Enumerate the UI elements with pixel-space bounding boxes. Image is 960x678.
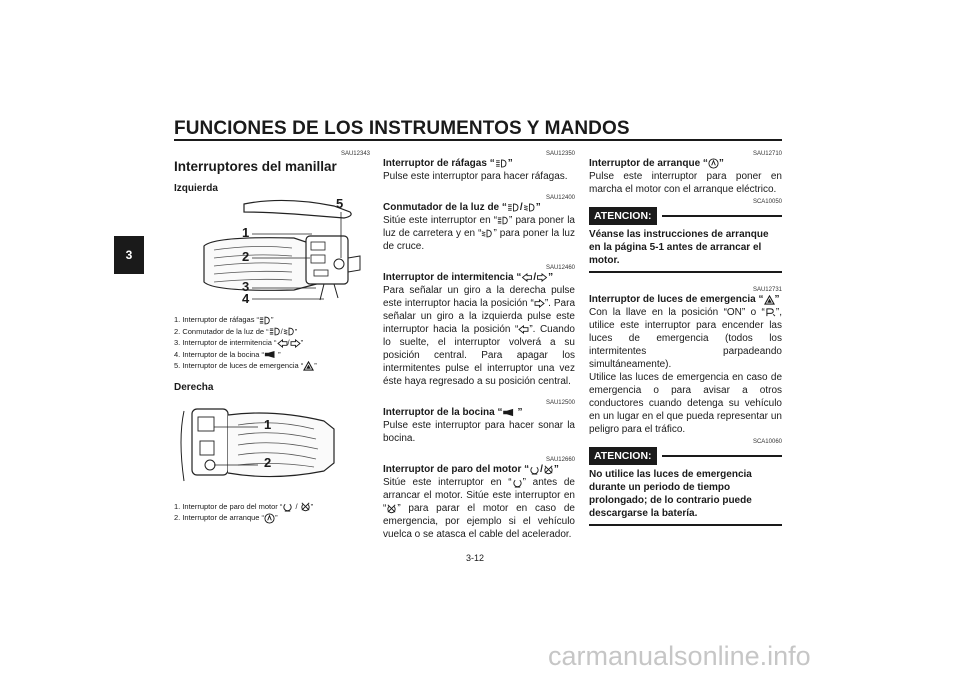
- section-code: SAU12343: [340, 151, 370, 157]
- caption-item: 1. Interruptor de paro del motor “ / ”: [174, 501, 314, 511]
- engine-run-icon: [529, 464, 540, 475]
- caution-text: No utilice las luces de emergencia durante un periodo de tiempo prolongado; de lo contrario puede descargarse la batería.: [589, 468, 782, 526]
- right-handlebar-illustration: [174, 399, 370, 497]
- start-icon: [708, 158, 719, 169]
- warning-code: SCA10060: [752, 439, 782, 446]
- turn-switch-text: Para señalar un giro a la derecha pulse este interruptor hacia la posición “ ”. Para señalar un giro a la izquierda pulse este interruptor hacia la posición “ ”. Cuando lo suelte, el interruptor volverá a su posición central. Para apagar los intermitentes pulse el interruptor una vez éste haya regresado a su posición central.: [383, 285, 576, 387]
- turn-right-icon: [290, 339, 301, 348]
- section-code: SAU12660: [545, 457, 575, 463]
- hazard-switch-text: Con la llave en la posición “ON” o “ ”, utilice este interruptor para encender las luces de emergencia (todos los intermitentes parpadeando simultáneamente).: [589, 307, 782, 371]
- section-code: SAU12350: [545, 151, 575, 157]
- caution-box: [589, 207, 782, 225]
- engine-stop-switch-title: Interruptor de paro del motor “ / ”: [383, 464, 559, 476]
- headlight-flash-icon: [495, 159, 508, 168]
- horn-switch-text: Pulse este interruptor para hacer sonar la bocina.: [383, 420, 575, 444]
- engine-stop-switch-text: Sitúe este interruptor en “ ” antes de arrancar el motor. Sitúe este interruptor en “ ” para parar el motor en caso de emergencia, por ejemplo si el vehículo vuelca o se atasca el cable del acelerador.: [383, 477, 575, 541]
- chapter-tab: 3: [114, 236, 144, 274]
- section-code: SAU12500: [545, 400, 575, 406]
- hazard-icon: [303, 361, 314, 371]
- flash-switch-title: Interruptor de ráfagas “ ”: [383, 158, 513, 169]
- column-1: [174, 146, 370, 524]
- right-handlebar-drawing: [174, 399, 370, 497]
- caption-item: 1. Interruptor de ráfagas “ ”: [174, 315, 274, 324]
- section-code: SAU12710: [752, 151, 782, 157]
- caption-item: 4. Interruptor de la bocina “ ”: [174, 349, 281, 359]
- start-switch-title: Interruptor de arranque “ ”: [589, 158, 724, 170]
- column-3: [589, 146, 782, 526]
- caution-label: ATENCION:: [589, 207, 657, 225]
- page-number: 3-12: [466, 553, 485, 563]
- low-beam-icon: [283, 327, 295, 336]
- horn-switch-title: Interruptor de la bocina “ ”: [383, 407, 523, 418]
- page-title: FUNCIONES DE LOS INSTRUMENTOS Y MANDOS: [174, 118, 630, 139]
- section-code: SAU12731: [752, 287, 782, 294]
- title-rule: [174, 139, 782, 141]
- engine-stop-icon: [386, 503, 397, 514]
- caption-item: 2. Interruptor de arranque “ ”: [174, 513, 278, 523]
- callout-4: 4: [242, 291, 250, 306]
- turn-left-icon: [277, 339, 288, 348]
- start-switch-text: Pulse este interruptor para poner en marcha el motor con el arranque eléctrico.: [589, 171, 782, 196]
- low-beam-icon: [523, 203, 536, 212]
- start-icon: [264, 513, 275, 524]
- warning-code: SCA10050: [752, 199, 782, 206]
- caution-text: Véanse las instrucciones de arranque en la página 5-1 antes de arrancar el motor.: [589, 228, 782, 273]
- callout-5: 5: [336, 196, 344, 211]
- dimmer-switch-title: Conmutador de la luz de “ / ”: [383, 202, 541, 213]
- caption-item: 2. Conmutador de la luz de “ / ”: [174, 326, 298, 336]
- turn-left-icon: [521, 273, 533, 282]
- turn-switch-title: Interruptor de intermitencia “ / ”: [383, 272, 554, 283]
- dimmer-switch-text: Sitúe este interruptor en “ ” para poner la luz de carretera y en “ ” para poner la luz de cruce.: [383, 215, 575, 252]
- callout-3: 3: [242, 279, 250, 294]
- caption-item: 3. Interruptor de intermitencia “ / ”: [174, 338, 304, 347]
- callout-1: 1: [242, 225, 250, 240]
- caution-rule: [662, 455, 782, 457]
- callout-right-1: 1: [264, 416, 272, 432]
- hazard-icon: [764, 295, 775, 305]
- callout-right-2: 2: [264, 454, 272, 470]
- left-switch-label: Izquierda: [174, 183, 218, 194]
- section-code: SAU12400: [545, 195, 575, 201]
- callout-2: 2: [242, 249, 250, 264]
- horn-icon: [502, 408, 517, 417]
- caption-item: 5. Interruptor de luces de emergencia “ ”: [174, 361, 317, 370]
- engine-stop-icon: [300, 501, 311, 512]
- left-handlebar-illustration: [174, 198, 370, 310]
- turn-right-icon: [534, 299, 545, 308]
- section-code: SAU12460: [545, 265, 575, 271]
- parking-icon: [765, 308, 776, 317]
- turn-left-icon: [518, 325, 529, 334]
- high-beam-icon: [507, 203, 520, 212]
- turn-right-icon: [536, 273, 548, 282]
- right-captions: [174, 501, 370, 524]
- low-beam-icon: [481, 229, 493, 238]
- engine-run-icon: [512, 477, 523, 488]
- right-switch-label: Derecha: [174, 381, 214, 393]
- high-beam-icon: [269, 327, 281, 336]
- hazard-switch-text-2: Utilice las luces de emergencia en caso de emergencia o para avisar a otros conductores cuando detenga su vehículo en un lugar en el que pueda representar un peligro para el tráfico.: [589, 372, 782, 436]
- hazard-switch-title: Interruptor de luces de emergencia “ ”: [589, 294, 780, 306]
- engine-stop-icon: [543, 464, 554, 475]
- headlight-flash-icon: [259, 316, 271, 325]
- caution-rule: [662, 215, 782, 217]
- column-2: [383, 146, 575, 541]
- left-captions: [174, 314, 370, 372]
- left-handlebar-drawing: [174, 198, 370, 310]
- high-beam-icon: [497, 216, 509, 225]
- watermark: carmanualsonline.info: [548, 641, 811, 671]
- caution-box: [589, 447, 782, 465]
- engine-run-icon: [282, 501, 293, 512]
- section-heading: Interruptores del manillar: [174, 159, 337, 174]
- horn-icon: [264, 350, 278, 359]
- caution-label: ATENCION:: [589, 447, 657, 465]
- flash-switch-text: Pulse este interruptor para hacer ráfagas.: [383, 171, 568, 182]
